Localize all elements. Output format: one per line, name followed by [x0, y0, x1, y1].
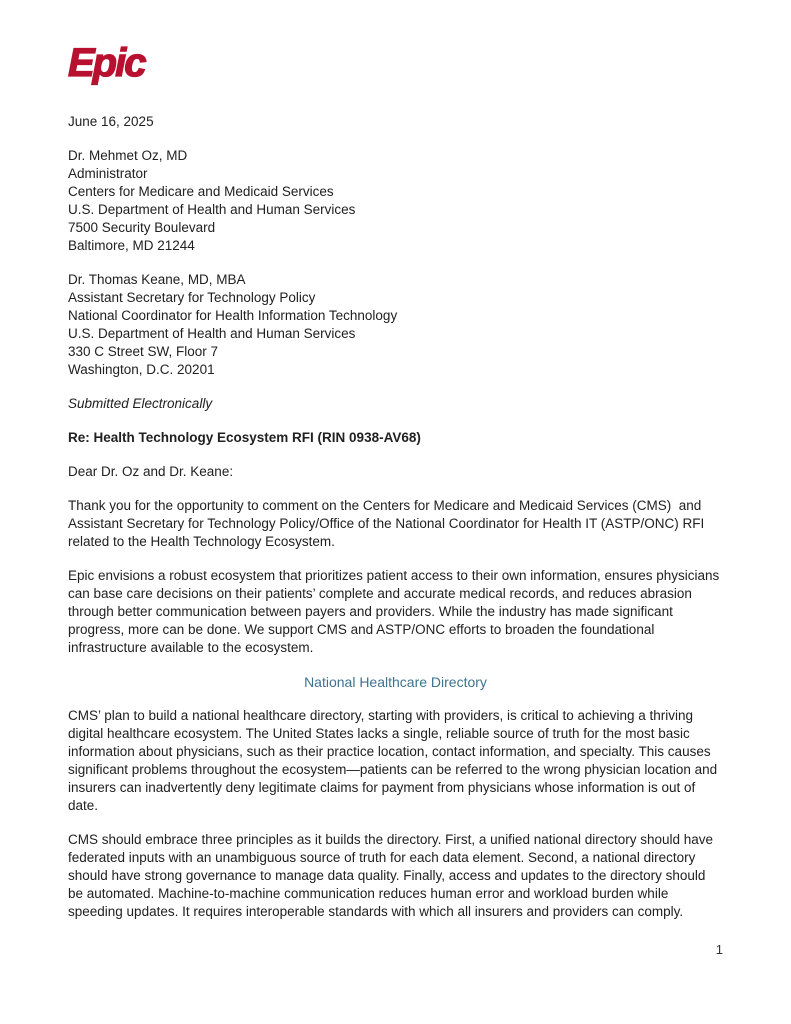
paragraph-intro: Thank you for the opportunity to comment on the Centers for Medicare and Medicaid Services (CMS) and Assistant Secretary for Technology Policy/Office of the National Coordinator for Health IT (ASTP/ONC) RFI related to the Health Technology Ecosystem. [68, 498, 709, 549]
recipient-address-oz [68, 147, 723, 255]
address-line: 330 C Street SW, Floor 7 [68, 344, 219, 359]
address-line: Washington, D.C. 20201 [68, 362, 215, 377]
subject-line: Re: Health Technology Ecosystem RFI (RIN 0938-AV68) [68, 430, 421, 445]
letter-date: June 16, 2025 [68, 114, 154, 129]
section-heading-national-healthcare-directory: National Healthcare Directory [304, 674, 487, 690]
address-line: Dr. Thomas Keane, MD, MBA [68, 272, 246, 287]
paragraph-vision: Epic envisions a robust ecosystem that prioritizes patient access to their own information, ensures physicians can base care decisions on their patients’ complete and accurate medical records, and reduces abrasion through better communication between payers and providers. While the industry has made significant progress, more can be done. We support CMS and ASTP/ONC efforts to broaden the foundational infrastructure available to the ecosystem. [68, 568, 724, 655]
address-line: National Coordinator for Health Information Technology [68, 308, 398, 323]
recipient-address-keane [68, 271, 723, 379]
paragraph-directory-plan: CMS’ plan to build a national healthcare directory, starting with providers, is critical to achieving a thriving digital healthcare ecosystem. The United States lacks a single, reliable source of truth for the most basic information about physicians, such as their practice location, contact information, and specialty. This causes significant problems throughout the ecosystem—patients can be referred to the wrong physician location and insurers can inadvertently deny legitimate claims for payment from physicians whose information is out of date. [68, 708, 721, 813]
address-line: Administrator [68, 166, 148, 181]
address-line: Baltimore, MD 21244 [68, 238, 195, 253]
address-line: Assistant Secretary for Technology Policy [68, 290, 316, 305]
page-number: 1 [715, 942, 723, 957]
address-line: Dr. Mehmet Oz, MD [68, 148, 188, 163]
salutation: Dear Dr. Oz and Dr. Keane: [68, 464, 234, 479]
paragraph-directory-principles: CMS should embrace three principles as it builds the directory. First, a unified national directory should have federated inputs with an unambiguous source of truth for each data element. Second, a national directory should have strong governance to manage data quality. Finally, access and updates to the directory should be automated. Machine-to-machine communication reduces human error and workload burden while speeding updates. It requires interoperable standards with which all insurers and providers can comply. [68, 832, 717, 919]
submission-note: Submitted Electronically [68, 396, 213, 411]
address-line: 7500 Security Boulevard [68, 220, 216, 235]
address-line: Centers for Medicare and Medicaid Services [68, 184, 334, 199]
address-line: U.S. Department of Health and Human Services [68, 326, 356, 341]
epic-logo: Epic [68, 41, 145, 85]
address-line: U.S. Department of Health and Human Services [68, 202, 356, 217]
